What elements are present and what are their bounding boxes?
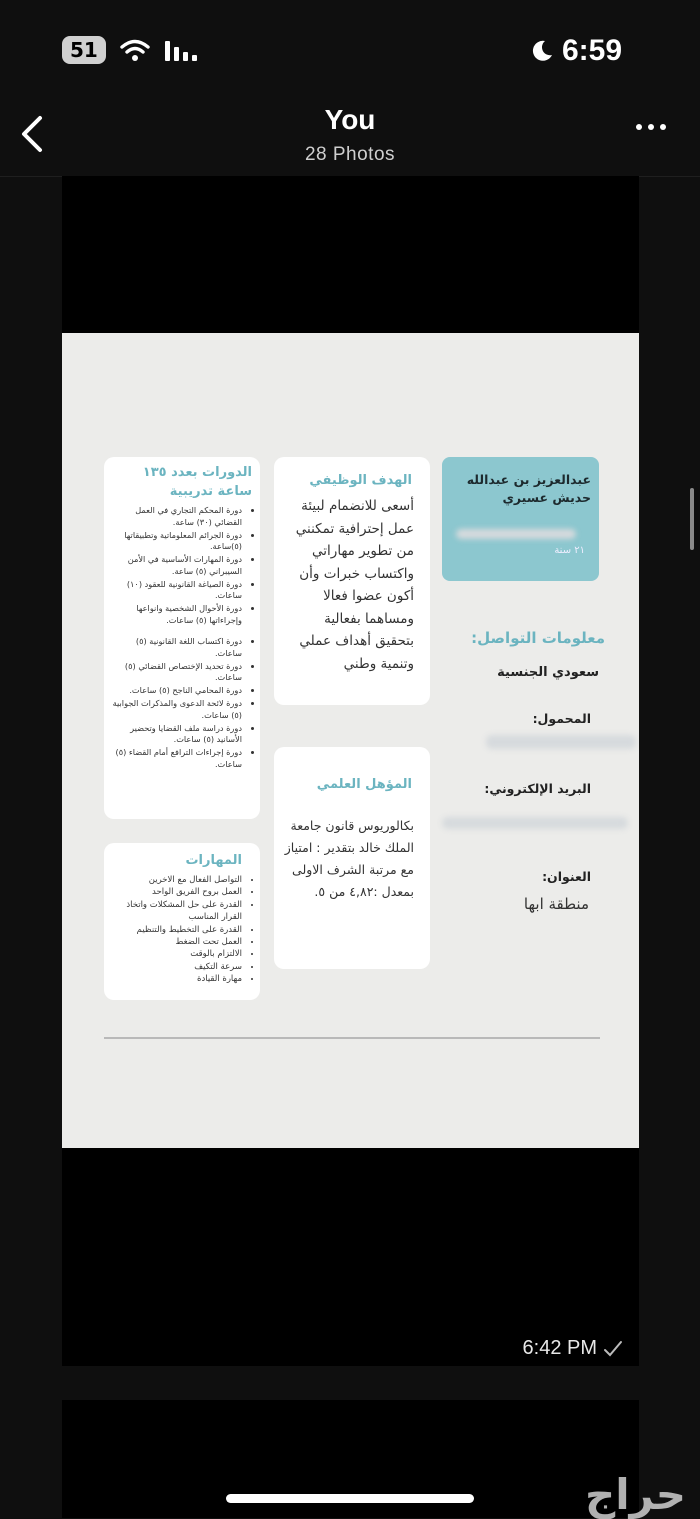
timestamp-text: 6:42 PM [522, 1337, 597, 1359]
skills-title: المهارات [185, 853, 242, 868]
redacted-info [456, 529, 576, 539]
list-item: • دورة المهارات الأساسية في الأمن السيبراني (٥) ساعة. [108, 554, 242, 577]
cv-name: عبدالعزيز بن عبدالله حديش عسيري [466, 472, 591, 505]
nationality: سعودي الجنسية [497, 665, 599, 680]
sent-check-icon [603, 1340, 623, 1358]
cv-age: ٢١ سنة [554, 545, 585, 556]
list-item: • مهارة القيادة [108, 973, 242, 985]
status-bar [0, 0, 700, 100]
list-item: • دورة المحكم التجاري في العمل القضائي (٣٠) ساعة. [108, 505, 242, 528]
list-item: • التواصل الفعال مع الاخرين [108, 874, 242, 886]
scroll-indicator[interactable] [690, 488, 694, 550]
list-item: • دورة تحديد الإختصاص القضائي (٥) ساعات. [108, 661, 242, 684]
list-item: • دورة إجراءات الترافع أمام القضاء (٥) ساعات. [108, 747, 242, 770]
list-item: • دورة لائحة الدعوى والمذكرات الجوابية (٥) ساعات. [108, 698, 242, 721]
clock: 6:59 [561, 34, 622, 67]
mobile-label: المحمول: [532, 711, 591, 726]
skills-card [104, 843, 260, 1000]
list-item: • القدرة على التخطيط والتنظيم [108, 924, 242, 936]
redacted-mobile [486, 735, 636, 749]
email-label: البريد الإلكتروني: [484, 781, 591, 796]
status-left [62, 36, 200, 64]
list-item: • دورة الأحوال الشخصية وانواعها وإجراءاتها (٥) ساعات. [108, 603, 242, 626]
goal-title: الهدف الوظيفي [309, 473, 412, 488]
header-subtitle: 28 Photos [304, 144, 396, 165]
list-item: • دورة اكتساب اللغة القانونية (٥) ساعات. [108, 636, 242, 659]
address: منطقة ابها [523, 895, 589, 913]
list-item: • دورة الصياغة القانونية للعقود (١٠) ساعات. [108, 579, 242, 602]
home-indicator[interactable] [226, 1494, 474, 1503]
list-item: • سرعة التكيف [108, 961, 242, 973]
header-title: You [324, 104, 376, 135]
list-item: • القدرة على حل المشكلات واتخاذ القرار المناسب [108, 899, 242, 924]
photo-message[interactable] [62, 176, 639, 1366]
list-item: • دورة الجرائم المعلوماتية وتطبيقاتها (٥)ساعة. [108, 530, 242, 553]
courses-card [104, 457, 260, 819]
contact-title: معلومات التواصل: [471, 629, 605, 647]
skills-list [104, 874, 260, 986]
moon-icon [530, 39, 554, 63]
education-text: بكالوريوس قانون جامعة الملك خالد بتقدير : امتياز مع مرتبة الشرف الاولى بمعدل :٤,٨٢ من ٥. [284, 818, 414, 899]
watermark-logo: حراج [584, 1470, 686, 1519]
more-options-icon[interactable] [636, 124, 666, 130]
divider [104, 1037, 600, 1039]
courses-list [104, 505, 260, 770]
wifi-icon [120, 39, 150, 61]
redacted-email [442, 817, 628, 829]
chat-header [0, 100, 700, 177]
goal-card [274, 457, 430, 705]
cv-photo[interactable] [62, 333, 639, 1148]
education-card [274, 747, 430, 969]
list-item: • العمل بروح الفريق الواحد [108, 886, 242, 898]
list-item: • دورة دراسة ملف القضايا وتحضير الأسانيد (٥) ساعات. [108, 723, 242, 746]
address-label: العنوان: [542, 869, 591, 884]
courses-title: الدورات بعدد ١٣٥ ساعة تدريبية [142, 465, 252, 499]
name-card [442, 457, 599, 581]
status-right [530, 34, 622, 68]
education-title: المؤهل العلمي [316, 777, 412, 792]
list-item: • دورة المحامي الناجح (٥) ساعات. [108, 685, 242, 697]
list-item: • الالتزام بالوقت [108, 948, 242, 960]
list-item: • العمل تحت الضغط [108, 936, 242, 948]
cellular-signal-icon [164, 39, 200, 61]
goal-text: أسعى للانضمام لبيئة عمل إحترافية تمكنني من تطوير مهاراتي واكتساب خبرات وأن أكون عضوا فعالا ومساهما بفعالية بتحقيق أهداف عملي وتنمية وطني [295, 498, 414, 672]
signal-badge: 51 [62, 36, 106, 64]
message-timestamp [523, 1337, 623, 1360]
